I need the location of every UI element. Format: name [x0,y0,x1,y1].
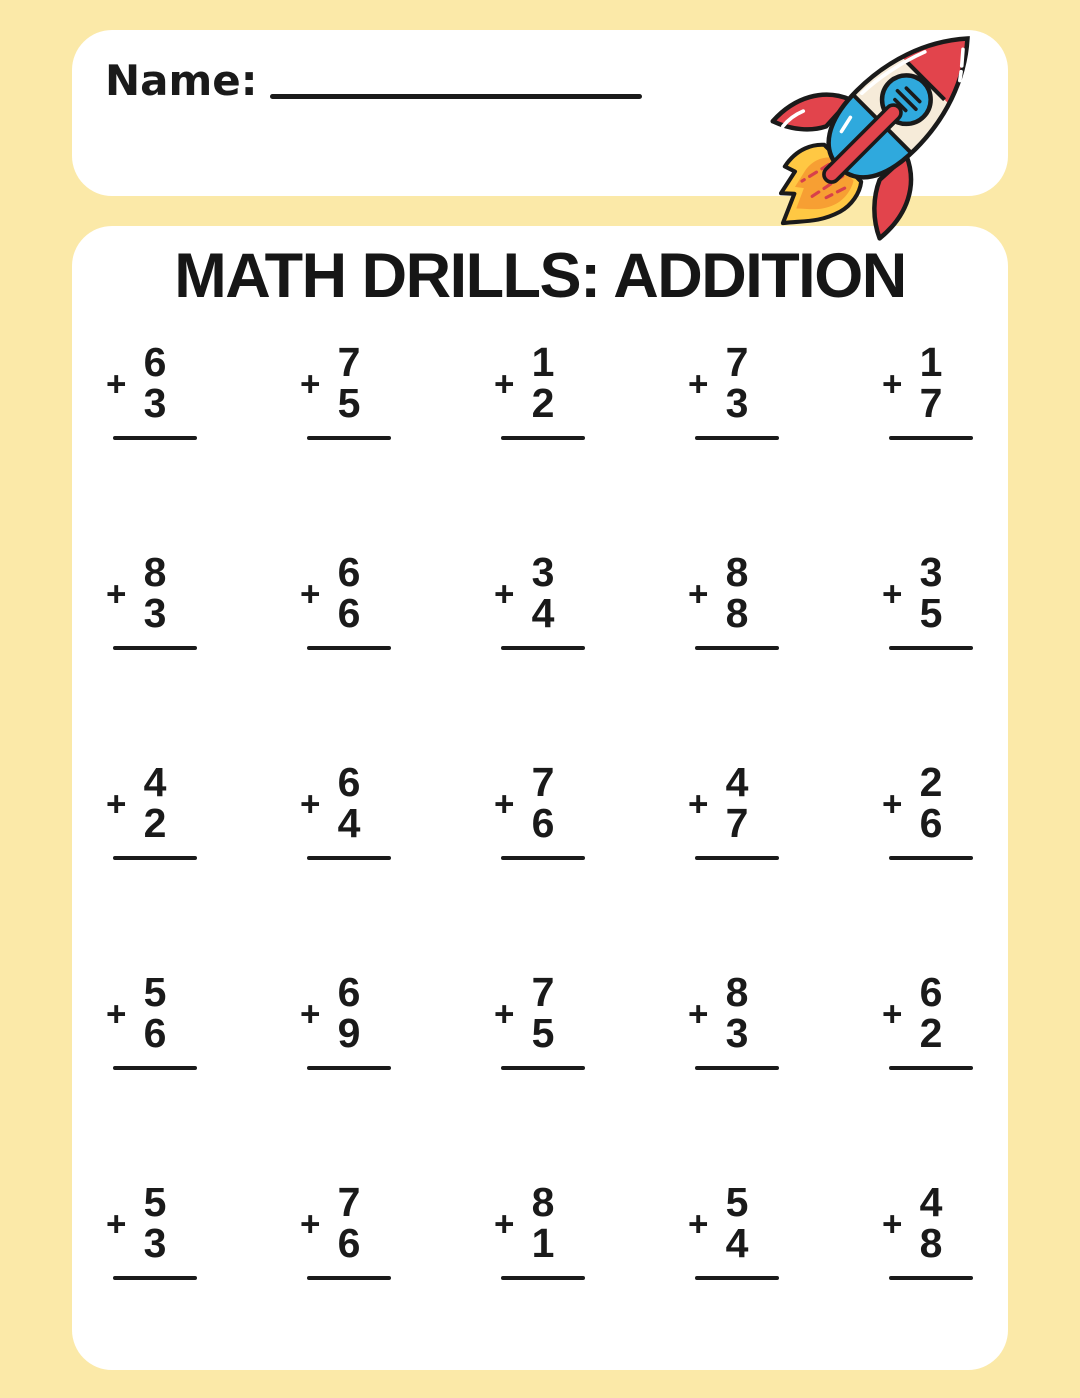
addend-bottom: 5 [337,380,361,427]
answer-blank[interactable] [307,646,391,650]
addition-problem-9 [688,549,779,650]
plus-operator-icon: + [688,995,709,1035]
addend-bottom: 7 [725,800,749,847]
addend-bottom: 3 [143,1220,167,1267]
plus-operator-icon: + [882,365,903,405]
addition-problem-13 [494,759,585,860]
addition-problem-3 [494,339,585,440]
addend-top: 7 [531,759,555,806]
addition-problem-11 [106,759,197,860]
plus-operator-icon: + [300,1205,321,1245]
addition-problem-17 [300,969,391,1070]
addend-bottom: 2 [531,380,555,427]
worksheet-title: MATH DRILLS: ADDITION [174,241,906,311]
answer-blank[interactable] [889,646,973,650]
plus-operator-icon: + [882,785,903,825]
addition-problem-25 [882,1179,973,1280]
addition-problem-21 [106,1179,197,1280]
plus-operator-icon: + [494,995,515,1035]
addition-problem-14 [688,759,779,860]
answer-blank[interactable] [501,1066,585,1070]
addend-top: 2 [919,759,943,806]
plus-operator-icon: + [106,1205,127,1245]
addition-problem-24 [688,1179,779,1280]
name-input-line[interactable] [270,94,642,99]
addend-bottom: 4 [531,590,555,637]
plus-operator-icon: + [688,365,709,405]
addend-bottom: 6 [531,800,555,847]
addition-problem-10 [882,549,973,650]
answer-blank[interactable] [889,1066,973,1070]
addition-problem-23 [494,1179,585,1280]
answer-blank[interactable] [307,1066,391,1070]
addend-top: 8 [725,969,749,1016]
addition-problem-22 [300,1179,391,1280]
addend-bottom: 9 [337,1010,361,1057]
problems-grid [72,339,1008,1280]
addend-bottom: 6 [143,1010,167,1057]
addend-top: 5 [143,969,167,1016]
plus-operator-icon: + [882,995,903,1035]
answer-blank[interactable] [501,856,585,860]
plus-operator-icon: + [882,575,903,615]
addition-problem-18 [494,969,585,1070]
addend-top: 5 [143,1179,167,1226]
answer-blank[interactable] [695,856,779,860]
addend-bottom: 3 [143,590,167,637]
name-label: Name: [105,56,258,105]
answer-blank[interactable] [307,436,391,440]
addend-bottom: 6 [337,590,361,637]
addend-top: 7 [531,969,555,1016]
addition-problem-15 [882,759,973,860]
rocket-icon [742,0,1030,268]
plus-operator-icon: + [106,365,127,405]
plus-operator-icon: + [300,785,321,825]
answer-blank[interactable] [113,856,197,860]
answer-blank[interactable] [695,646,779,650]
plus-operator-icon: + [106,995,127,1035]
answer-blank[interactable] [695,1066,779,1070]
addition-problem-6 [106,549,197,650]
answer-blank[interactable] [501,436,585,440]
answer-blank[interactable] [889,856,973,860]
answer-blank[interactable] [695,1276,779,1280]
addend-bottom: 3 [725,1010,749,1057]
addition-problem-1 [106,339,197,440]
addition-problem-7 [300,549,391,650]
addend-top: 8 [531,1179,555,1226]
addend-top: 7 [725,339,749,386]
addition-problem-5 [882,339,973,440]
answer-blank[interactable] [695,436,779,440]
plus-operator-icon: + [882,1205,903,1245]
answer-blank[interactable] [113,1276,197,1280]
addend-bottom: 3 [143,380,167,427]
addend-top: 6 [337,759,361,806]
addend-bottom: 5 [531,1010,555,1057]
addend-bottom: 4 [337,800,361,847]
addend-top: 5 [725,1179,749,1226]
addend-bottom: 6 [919,800,943,847]
addend-bottom: 2 [919,1010,943,1057]
addend-bottom: 6 [337,1220,361,1267]
addition-problem-12 [300,759,391,860]
addition-problem-19 [688,969,779,1070]
answer-blank[interactable] [113,646,197,650]
plus-operator-icon: + [494,785,515,825]
plus-operator-icon: + [300,575,321,615]
addend-top: 1 [919,339,943,386]
plus-operator-icon: + [688,575,709,615]
addend-top: 7 [337,1179,361,1226]
addend-top: 4 [143,759,167,806]
addend-top: 6 [337,969,361,1016]
addend-top: 8 [143,549,167,596]
addition-problem-2 [300,339,391,440]
addend-top: 7 [337,339,361,386]
worksheet-card [72,226,1008,1370]
addend-top: 3 [531,549,555,596]
plus-operator-icon: + [494,1205,515,1245]
addend-top: 6 [919,969,943,1016]
addend-bottom: 7 [919,380,943,427]
plus-operator-icon: + [494,575,515,615]
answer-blank[interactable] [889,436,973,440]
addend-top: 8 [725,549,749,596]
addend-top: 4 [725,759,749,806]
plus-operator-icon: + [688,785,709,825]
plus-operator-icon: + [300,995,321,1035]
answer-blank[interactable] [113,436,197,440]
addition-problem-16 [106,969,197,1070]
answer-blank[interactable] [113,1066,197,1070]
answer-blank[interactable] [307,1276,391,1280]
answer-blank[interactable] [501,1276,585,1280]
plus-operator-icon: + [106,785,127,825]
addition-problem-8 [494,549,585,650]
plus-operator-icon: + [688,1205,709,1245]
addend-bottom: 5 [919,590,943,637]
addend-top: 6 [143,339,167,386]
addend-top: 6 [337,549,361,596]
plus-operator-icon: + [106,575,127,615]
addend-top: 3 [919,549,943,596]
addend-bottom: 8 [919,1220,943,1267]
addend-bottom: 8 [725,590,749,637]
addend-top: 4 [919,1179,943,1226]
addend-bottom: 3 [725,380,749,427]
addition-problem-4 [688,339,779,440]
plus-operator-icon: + [300,365,321,405]
addend-bottom: 1 [531,1220,555,1267]
plus-operator-icon: + [494,365,515,405]
addend-bottom: 4 [725,1220,749,1267]
addition-problem-20 [882,969,973,1070]
answer-blank[interactable] [501,646,585,650]
addend-bottom: 2 [143,800,167,847]
answer-blank[interactable] [889,1276,973,1280]
answer-blank[interactable] [307,856,391,860]
addend-top: 1 [531,339,555,386]
